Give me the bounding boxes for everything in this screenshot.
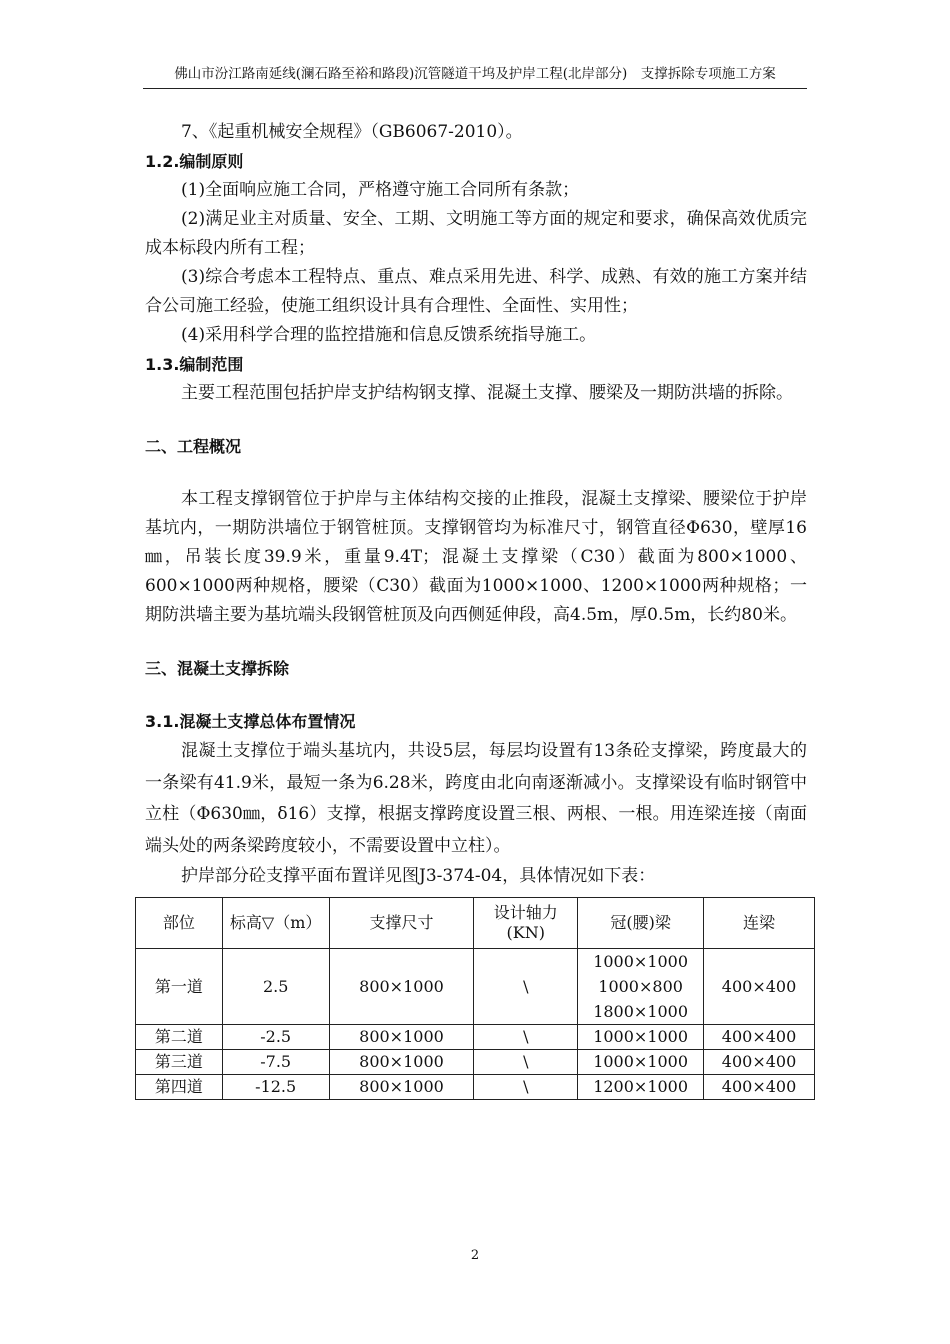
cell-elevation: -2.5 [222, 1025, 329, 1050]
cell-force: \ [474, 1025, 578, 1050]
table-row [136, 1050, 815, 1075]
cell-crown: 1000×1000 [578, 1050, 704, 1075]
page-body [145, 118, 807, 1100]
cell-part: 第三道 [136, 1050, 223, 1075]
header-part: 部位 [136, 898, 223, 949]
cell-part: 第四道 [136, 1075, 223, 1100]
cell-link: 400×400 [704, 949, 815, 1025]
principle-1: (1)全面响应施工合同，严格遵守施工合同所有条款； [181, 180, 580, 200]
cell-force: \ [474, 1050, 578, 1075]
cell-force: \ [474, 949, 578, 1025]
cell-link: 400×400 [704, 1025, 815, 1050]
header-crown-beam: 冠(腰)梁 [578, 898, 704, 949]
cell-elevation: -7.5 [222, 1050, 329, 1075]
cell-size: 800×1000 [329, 1075, 474, 1100]
cell-crown [578, 949, 704, 1025]
table-row [136, 949, 815, 1025]
header-support-size: 支撑尺寸 [329, 898, 474, 949]
overview-text: 本工程支撑钢管位于护岸与主体结构交接的止推段，混凝土支撑梁、腰梁位于护岸基坑内，一期防洪墙位于钢管桩顶。支撑钢管均为标准尺寸，钢管直径Φ630，壁厚16㎜，吊装长度39.9米，重量9.4T；混凝土支撑梁（C30）截面为800×1000、600×1000两种规格，腰梁（C30）截面为1000×1000、1200×1000两种规格；一期防洪墙主要为基坑端头段钢管桩顶及向西侧延伸段，高4.5m，厚0.5m，长约80米。 [145, 489, 807, 625]
principle-3: (3)综合考虑本工程特点、重点、难点采用先进、科学、成熟、有效的施工方案并结合公司施工经验，使施工组织设计具有合理性、全面性、实用性； [145, 267, 807, 316]
header-design-force-unit: (KN) [506, 923, 545, 942]
cell-size: 800×1000 [329, 1050, 474, 1075]
section-1-2-title: 1.2.编制原则 [145, 152, 244, 171]
table-row [136, 1025, 815, 1050]
layout-text: 混凝土支撑位于端头基坑内，共设5层，每层均设置有13条砼支撑梁，跨度最大的一条梁有41.9米，最短一条为6.28米，跨度由北向南逐渐减小。支撑梁设有临时钢管中立柱（Φ630㎜，δ16）支撑，根据支撑跨度设置三根、两根、一根。用连梁连接（南面端头处的两条梁跨度较小，不需要设置中立柱）。 [145, 741, 807, 856]
header-elevation: 标高▽（m） [222, 898, 329, 949]
reference-item-7: 7、《起重机械安全规程》（GB6067-2010）。 [181, 122, 523, 142]
cell-part: 第一道 [136, 949, 223, 1025]
cell-link: 400×400 [704, 1050, 815, 1075]
table-row [136, 1075, 815, 1100]
principle-2: (2)满足业主对质量、安全、工期、文明施工等方面的规定和要求，确保高效优质完成本标段内所有工程； [145, 209, 807, 258]
cell-force: \ [474, 1075, 578, 1100]
cell-link: 400×400 [704, 1075, 815, 1100]
table-header-row [136, 898, 815, 949]
cell-part: 第二道 [136, 1025, 223, 1050]
cell-size: 800×1000 [329, 1025, 474, 1050]
running-header: 佛山市汾江路南延线(澜石路至裕和路段)沉管隧道干坞及护岸工程(北岸部分) 支撑拆除专项施工方案 [143, 64, 807, 89]
cell-size: 800×1000 [329, 949, 474, 1025]
cell-crown: 1200×1000 [578, 1075, 704, 1100]
page-number: 2 [470, 1248, 480, 1263]
header-design-force [474, 898, 578, 949]
cell-elevation: -12.5 [222, 1075, 329, 1100]
section-2-title: 二、工程概况 [145, 437, 242, 456]
table-intro: 护岸部分砼支撑平面布置详见图J3-374-04，具体情况如下表： [181, 866, 656, 886]
scope-text: 主要工程范围包括护岸支护结构钢支撑、混凝土支撑、腰梁及一期防洪墙的拆除。 [181, 383, 793, 403]
cell-crown-line: 1000×1000 [593, 952, 689, 971]
support-table [135, 897, 815, 1100]
cell-crown: 1000×1000 [578, 1025, 704, 1050]
cell-crown-line: 1800×1000 [593, 1002, 689, 1021]
principle-4: (4)采用科学合理的监控措施和信息反馈系统指导施工。 [181, 325, 597, 345]
cell-elevation: 2.5 [222, 949, 329, 1025]
cell-crown-line: 1000×800 [598, 977, 683, 996]
section-1-3-title: 1.3.编制范围 [145, 355, 244, 374]
header-design-force-label: 设计轴力 [493, 903, 558, 922]
section-3-1-title: 3.1.混凝土支撑总体布置情况 [145, 712, 356, 731]
section-3-title: 三、混凝土支撑拆除 [145, 659, 290, 678]
header-link-beam: 连梁 [704, 898, 815, 949]
